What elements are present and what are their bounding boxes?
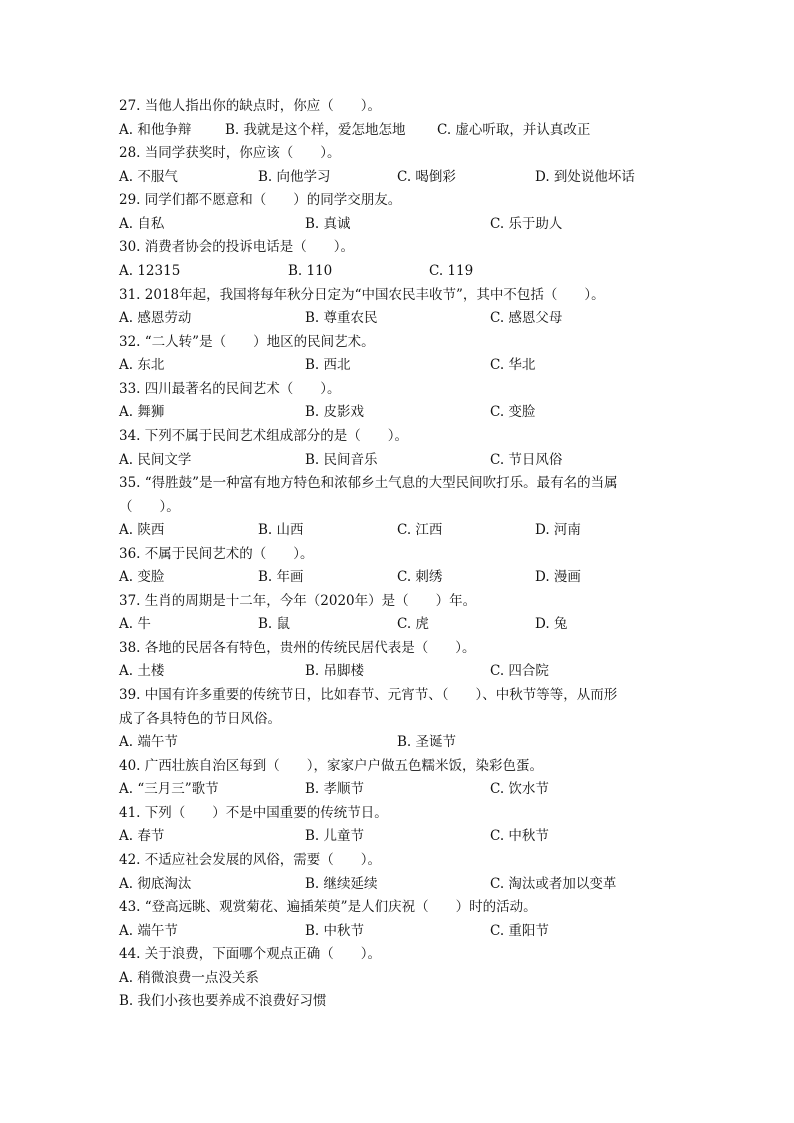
question-42-stem: 42. 不适应社会发展的风俗，需要（ ）。 — [119, 852, 382, 868]
question-36-option-b: B. 年画 — [258, 569, 304, 585]
question-27-option-b: B. 我就是这个样，爱怎地怎地 — [225, 122, 406, 138]
question-32-stem: 32. “二人转”是（ ）地区的民间艺术。 — [119, 334, 375, 350]
question-27-option-a: A. 和他争辩 — [119, 122, 192, 138]
question-37-option-b: B. 鼠 — [258, 616, 291, 632]
question-38-stem: 38. 各地的民居各有特色，贵州的传统民居代表是（ ）。 — [119, 640, 476, 656]
question-33-stem: 33. 四川最著名的民间艺术（ ）。 — [119, 381, 341, 397]
question-30-option-c: C. 119 — [429, 263, 474, 279]
question-35-stem-line-2: （ ）。 — [119, 499, 180, 515]
question-28-option-d: D. 到处说他坏话 — [535, 169, 635, 185]
question-36-option-d: D. 漫画 — [535, 569, 581, 585]
question-44-option-b: B. 我们小孩也要养成不浪费好习惯 — [119, 993, 327, 1009]
question-35-option-d: D. 河南 — [535, 522, 581, 538]
question-28-option-c: C. 喝倒彩 — [397, 169, 456, 185]
question-38-option-a: A. 土楼 — [119, 663, 165, 679]
question-42-option-a: A. 彻底淘汰 — [119, 876, 192, 892]
question-40-stem: 40. 广西壮族自治区每到（ ），家家户户做五色糯米饭，染彩色蛋。 — [119, 758, 544, 774]
question-41-stem: 41. 下列（ ）不是中国重要的传统节日。 — [119, 805, 388, 821]
question-40-option-c: C. 饮水节 — [490, 781, 549, 797]
question-33-option-a: A. 舞狮 — [119, 404, 165, 420]
question-43-option-a: A. 端午节 — [119, 923, 178, 939]
question-35-option-b: B. 山西 — [258, 522, 304, 538]
question-31-option-b: B. 尊重农民 — [305, 310, 378, 326]
question-39-option-a: A. 端午节 — [119, 734, 178, 750]
question-39-option-b: B. 圣诞节 — [397, 734, 457, 750]
question-32-option-b: B. 西北 — [305, 357, 351, 373]
question-34-option-b: B. 民间音乐 — [305, 452, 378, 468]
question-37-stem: 37. 生肖的周期是十二年，今年（2020年）是（ ）年。 — [119, 593, 477, 609]
question-32-option-a: A. 东北 — [119, 357, 165, 373]
question-29-option-a: A. 自私 — [119, 216, 165, 232]
question-37-option-a: A. 牛 — [119, 616, 151, 632]
question-43-option-b: B. 中秋节 — [305, 923, 365, 939]
question-27-stem: 27. 当他人指出你的缺点时，你应（ ）。 — [119, 98, 382, 114]
question-39-stem-line-2: 成了各具特色的节日风俗。 — [119, 711, 281, 727]
question-36-option-c: C. 刺绣 — [397, 569, 443, 585]
question-32-option-c: C. 华北 — [490, 357, 536, 373]
question-31-option-a: A. 感恩劳动 — [119, 310, 192, 326]
question-27-option-c: C. 虚心听取，并认真改正 — [437, 122, 591, 138]
question-35-stem-line-1: 35. “得胜鼓”是一种富有地方特色和浓郁乡土气息的大型民间吹打乐。最有名的当属 — [119, 475, 618, 491]
question-43-stem: 43. “登高远眺、观赏菊花、遍插茱萸”是人们庆祝（ ）时的活动。 — [119, 899, 537, 915]
question-42-option-b: B. 继续延续 — [305, 876, 378, 892]
question-36-stem: 36. 不属于民间艺术的（ ）。 — [119, 546, 314, 562]
question-35-option-c: C. 江西 — [397, 522, 443, 538]
question-33-option-b: B. 皮影戏 — [305, 404, 365, 420]
question-39-stem-line-1: 39. 中国有许多重要的传统节日，比如春节、元宵节、（ ）、中秋节等等，从而形 — [119, 687, 618, 703]
question-44-stem: 44. 关于浪费，下面哪个观点正确（ ）。 — [119, 946, 382, 962]
question-41-option-a: A. 春节 — [119, 828, 165, 844]
question-36-option-a: A. 变脸 — [119, 569, 165, 585]
question-42-option-c: C. 淘汰或者加以变革 — [490, 876, 617, 892]
question-30-option-a: A. 12315 — [119, 263, 181, 279]
question-41-option-c: C. 中秋节 — [490, 828, 549, 844]
question-28-option-b: B. 向他学习 — [258, 169, 331, 185]
question-37-option-c: C. 虎 — [397, 616, 429, 632]
question-30-stem: 30. 消费者协会的投诉电话是（ ）。 — [119, 239, 355, 255]
question-41-option-b: B. 儿童节 — [305, 828, 365, 844]
question-31-stem: 31. 2018年起，我国将每年秋分日定为“中国农民丰收节”，其中不包括（ ）。 — [119, 287, 605, 303]
question-30-option-b: B. 110 — [288, 263, 333, 279]
question-29-option-b: B. 真诚 — [305, 216, 351, 232]
question-33-option-c: C. 变脸 — [490, 404, 536, 420]
question-34-stem: 34. 下列不属于民间艺术组成部分的是（ ）。 — [119, 428, 409, 444]
question-38-option-b: B. 吊脚楼 — [305, 663, 365, 679]
question-37-option-d: D. 兔 — [535, 616, 568, 632]
question-43-option-c: C. 重阳节 — [490, 923, 549, 939]
question-34-option-a: A. 民间文学 — [119, 452, 192, 468]
question-29-stem: 29. 同学们都不愿意和（ ）的同学交朋友。 — [119, 192, 402, 208]
question-34-option-c: C. 节日风俗 — [490, 452, 563, 468]
question-28-option-a: A. 不服气 — [119, 169, 178, 185]
question-38-option-c: C. 四合院 — [490, 663, 549, 679]
question-28-stem: 28. 当同学获奖时，你应该（ ）。 — [119, 145, 341, 161]
question-31-option-c: C. 感恩父母 — [490, 310, 563, 326]
question-35-option-a: A. 陕西 — [119, 522, 165, 538]
question-40-option-b: B. 孝顺节 — [305, 781, 365, 797]
question-44-option-a: A. 稍微浪费一点没关系 — [119, 970, 259, 986]
question-40-option-a: A. “三月三”歌节 — [119, 781, 219, 797]
question-29-option-c: C. 乐于助人 — [490, 216, 563, 232]
